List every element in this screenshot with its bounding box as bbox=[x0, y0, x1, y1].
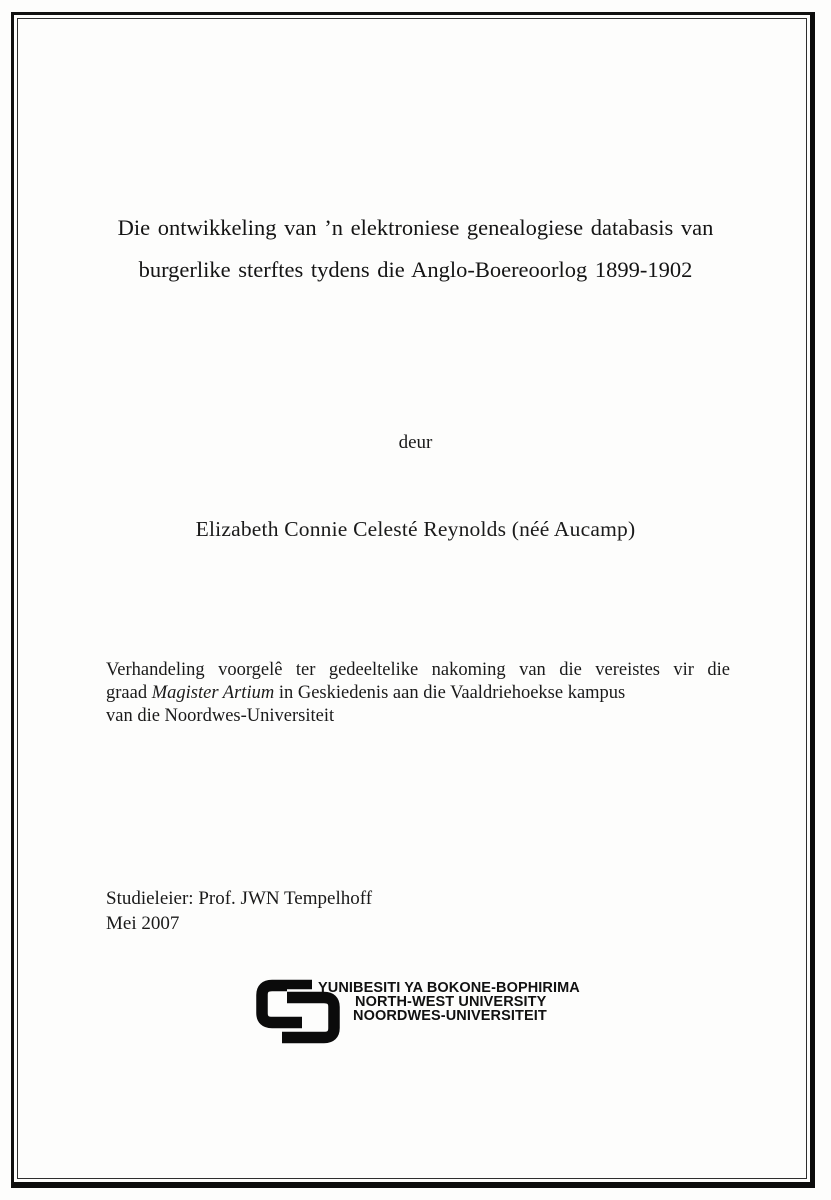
university-logo bbox=[256, 974, 586, 1050]
supervisor-line: Studieleier: Prof. JWN Tempelhoff bbox=[106, 888, 373, 909]
submission-line2-suffix: in Geskiedenis aan die Vaaldriehoekse kampus bbox=[274, 683, 626, 703]
submission-line1: Verhandeling voorgelê ter gedeeltelike nakoming van die vereistes vir die bbox=[106, 660, 730, 680]
byline-deur: deur bbox=[398, 432, 433, 453]
logo-line-afrikaans: NOORDWES-UNIVERSITEIT bbox=[353, 1008, 547, 1024]
submission-line2-prefix: graad bbox=[106, 683, 152, 703]
thesis-title bbox=[90, 207, 741, 291]
submission-line2 bbox=[106, 682, 730, 705]
logo-line-english: NORTH-WEST UNIVERSITY bbox=[355, 994, 547, 1010]
date-line: Mei 2007 bbox=[106, 913, 180, 934]
thesis-title-line2: burgerlike sterftes tydens die Anglo-Boereoorlog 1899-1902 bbox=[138, 257, 693, 282]
university-logo-wordmark bbox=[318, 981, 580, 1023]
supervisor-block bbox=[106, 886, 372, 936]
submission-statement bbox=[106, 659, 730, 728]
thesis-title-line1: Die ontwikkeling van ’n elektroniese genealogiese databasis van bbox=[117, 215, 714, 240]
submission-line3: van die Noordwes-Universiteit bbox=[106, 706, 335, 726]
degree-name: Magister Artium bbox=[151, 683, 275, 703]
logo-line-setswana: YUNIBESITI YA BOKONE-BOPHIRIMA bbox=[318, 980, 580, 996]
author-name: Elizabeth Connie Celesté Reynolds (néé Aucamp) bbox=[195, 517, 636, 541]
